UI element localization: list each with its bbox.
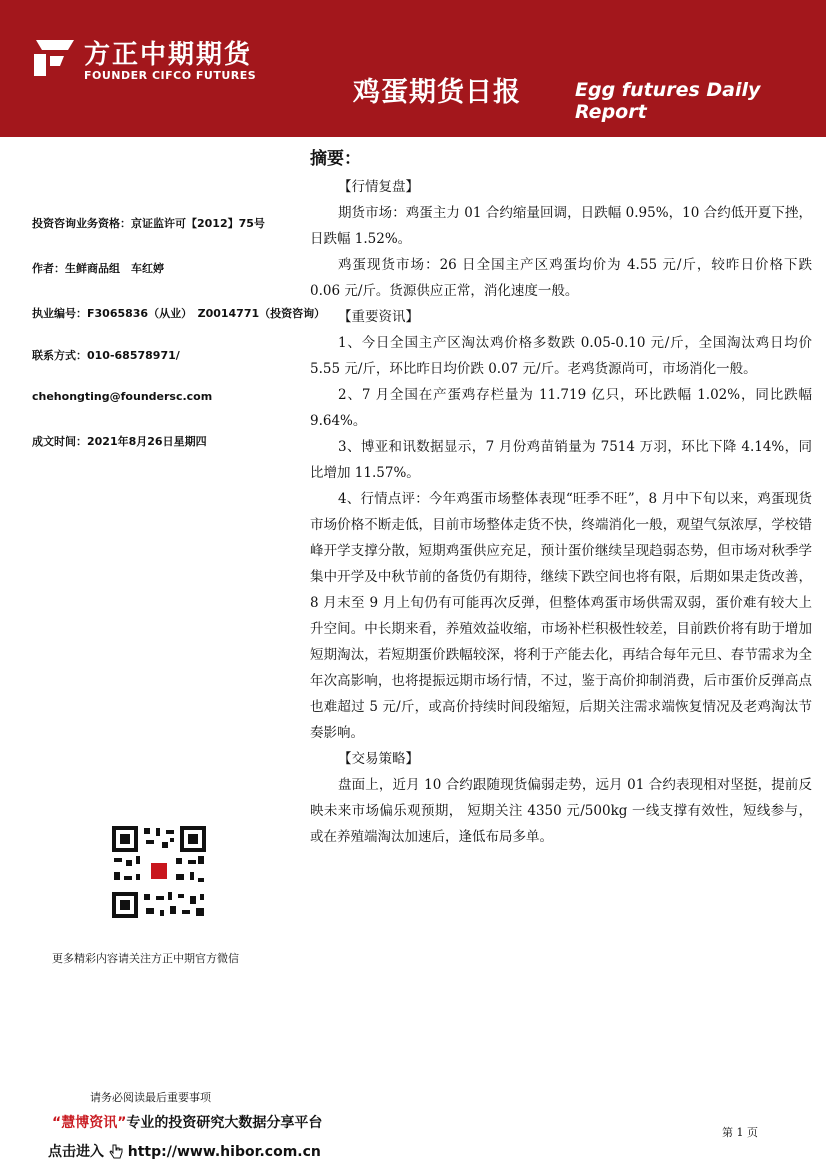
company-logo-icon xyxy=(30,36,78,80)
hibor-banner-line xyxy=(52,1112,322,1132)
disclaimer-notice: 请务必阅读最后重要事项 xyxy=(90,1091,211,1104)
summary-heading: 摘要： xyxy=(310,149,361,169)
paragraph-news-1: 1、今日全国主产区淘汰鸡价格多数跌 0.05-0.10 元/斤，全国淘汰鸡日均价 5.55 元/斤，环比昨日均价跌 0.07 元/斤。老鸡货源尚可，市场消化一般。 xyxy=(310,335,812,377)
paragraph-news-3: 3、博亚和讯数据显示，7 月份鸡苗销量为 7514 万羽，环比下降 4.14%，同比增加 11.57%。 xyxy=(310,439,812,481)
summary-content xyxy=(310,144,812,850)
hibor-link-line[interactable] xyxy=(48,1141,321,1161)
email-line[interactable]: chehongting@foundersc.com xyxy=(32,390,213,403)
report-header xyxy=(0,0,826,137)
author-line: 作者：生鲜商品组 车红婷 xyxy=(32,262,164,275)
hibor-slogan: 专业的投资研究大数据分享平台 xyxy=(126,1115,323,1131)
qualification-line: 投资咨询业务资格：京证监许可【2012】75号 xyxy=(32,217,265,230)
paragraph-news-2: 2、7 月全国在产蛋鸡存栏量为 11.719 亿只，环比跌幅 1.02%，同比跌幅 9.64%。 xyxy=(310,387,812,429)
paragraph-strategy: 盘面上，近月 10 合约跟随现货偏弱走势，远月 01 合约表现相对坚挺，提前反映未来市场偏乐观预期， 短期关注 4350 元/500kg 一线支撑有效性，短线参与，或在养殖端淘汰加速后，逢低布局多单。 xyxy=(310,777,812,845)
date-line: 成文时间：2021年8月26日星期四 xyxy=(32,435,207,448)
paragraph-spot-market: 鸡蛋现货市场：26 日全国主产区鸡蛋均价为 4.55 元/斤，较昨日价格下跌 0.06 元/斤。货源供应正常，消化速度一般。 xyxy=(310,257,812,299)
hibor-url-link[interactable]: http://www.hibor.com.cn xyxy=(127,1144,321,1160)
section-title-trading-strategy: 【交易策略】 xyxy=(338,751,419,767)
section-title-market-review: 【行情复盘】 xyxy=(338,179,419,195)
wechat-qr-code xyxy=(110,824,208,920)
section-title-key-news: 【重要资讯】 xyxy=(338,309,419,325)
qr-caption: 更多精彩内容请关注方正中期官方微信 xyxy=(52,952,239,965)
contact-line: 联系方式：010-68578971/ xyxy=(32,349,180,362)
page-number: 第 1 页 xyxy=(722,1126,758,1139)
license-line: 执业编号：F3065836（从业） Z0014771（投资咨询） xyxy=(32,307,326,320)
hibor-link-prefix: 点击进入 xyxy=(48,1144,104,1160)
hibor-brand: “慧博资讯” xyxy=(52,1115,127,1131)
hand-cursor-icon xyxy=(109,1144,123,1160)
report-title-en: Egg futures Daily Report xyxy=(575,79,761,123)
paragraph-news-4: 4、行情点评：今年鸡蛋市场整体表现“旺季不旺”，8 月中下旬以来，鸡蛋现货市场价格不断走低，目前市场整体走货不快，终端消化一般，观望气氛浓厚，学校错峰开学支撑分散，短期鸡蛋供应充足，预计蛋价继续呈现趋弱态势，但市场对秋季学集中开学及中秋节前的备货仍有期待，继续下跌空间也将有限，后期如果走货改善，8 月末至 9 月上旬仍有可能再次反弹，但整体鸡蛋市场供需双弱，蛋价难有较大上升空间。中长期来看，养殖效益收缩，市场补栏积极性较差，目前跌价将有助于增加短期淘汰，若短期蛋价跌幅较深，将利于产能去化，再结合每年元旦、春节需求为全年次高影响，也将提振远期市场行情，不过，鉴于高价抑制消费，后市蛋价反弹高点也难超过 5 元/斤，或高价持续时间段缩短，后期关注需求端恢复情况及老鸡淘汰节奏影响。 xyxy=(310,491,812,741)
company-name-cn: 方正中期期货 xyxy=(84,40,253,70)
company-name-en: FOUNDER CIFCO FUTURES xyxy=(84,69,257,82)
paragraph-futures-market: 期货市场：鸡蛋主力 01 合约缩量回调，日跌幅 0.95%，10 合约低开夏下挫，日跌幅 1.52%。 xyxy=(310,205,812,247)
report-title-cn: 鸡蛋期货日报 xyxy=(353,77,521,108)
